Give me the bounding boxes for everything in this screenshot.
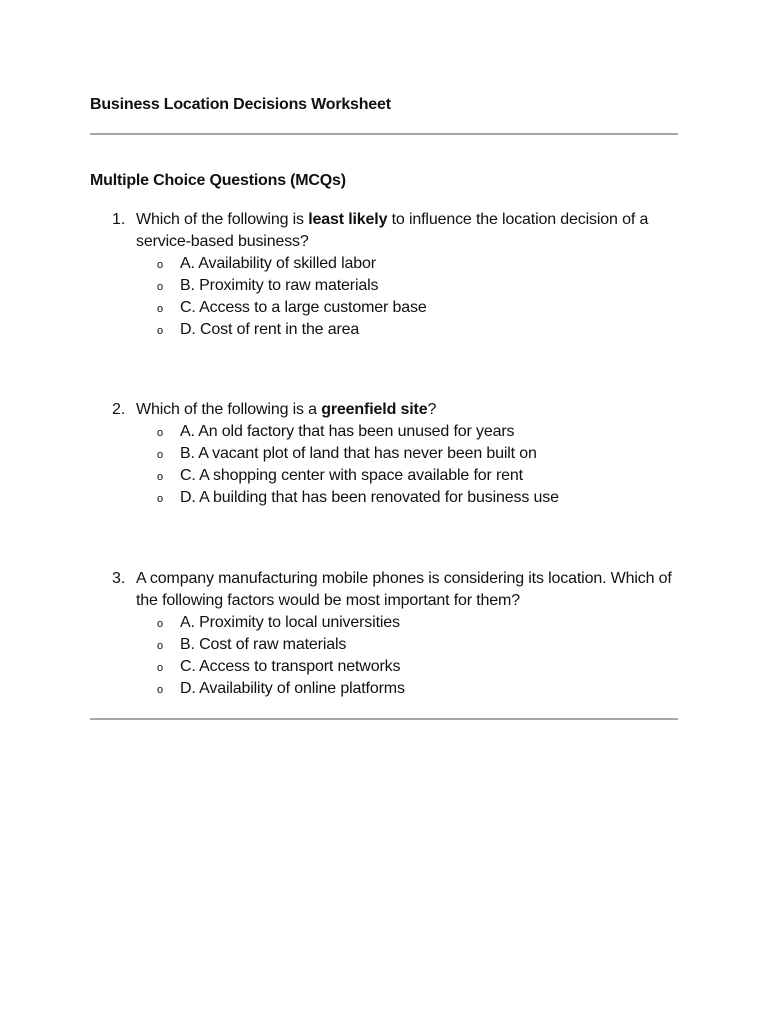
question-stem	[112, 399, 682, 421]
question-text-end: to influence the location decision of a service-based business?	[136, 211, 649, 250]
bullet-icon: o	[157, 303, 164, 315]
question-text	[136, 568, 682, 612]
option-text: D. Cost of rent in the area	[180, 321, 360, 338]
answer-option	[157, 319, 682, 341]
option-text: A. Proximity to local universities	[180, 614, 400, 631]
bullet-icon: o	[157, 684, 164, 696]
answer-options	[157, 253, 682, 341]
bullet-icon: o	[157, 325, 164, 337]
answer-option	[157, 275, 682, 297]
answer-option	[157, 253, 682, 275]
option-text: C. Access to transport networks	[180, 658, 401, 675]
answer-option	[157, 678, 682, 700]
question-text	[136, 399, 682, 421]
question-stem	[112, 568, 682, 612]
answer-option	[157, 443, 682, 465]
bullet-icon: o	[157, 427, 164, 439]
option-text: C. A shopping center with space available for rent	[180, 467, 523, 484]
answer-options	[157, 421, 682, 509]
question-text-start: Which of the following is	[136, 211, 309, 228]
question-text-start: A company manufacturing mobile phones is considering its location. Which of the following factors would be most important for them?	[136, 570, 672, 609]
option-text: D. Availability of online platforms	[180, 680, 405, 697]
answer-option	[157, 487, 682, 509]
answer-option	[157, 297, 682, 319]
option-text: B. Proximity to raw materials	[180, 277, 379, 294]
top-divider	[90, 133, 678, 135]
bullet-icon: o	[157, 493, 164, 505]
question-text	[136, 209, 682, 253]
question-number: 1.	[112, 211, 126, 228]
question-2	[112, 399, 682, 509]
bullet-icon: o	[157, 662, 164, 674]
answer-option	[157, 634, 682, 656]
question-stem	[112, 209, 682, 253]
option-text: A. An old factory that has been unused for years	[180, 423, 515, 440]
answer-option	[157, 612, 682, 634]
question-number: 3.	[112, 570, 126, 587]
answer-option	[157, 465, 682, 487]
question-text-start: Which of the following is a	[136, 401, 322, 418]
answer-option	[157, 656, 682, 678]
answer-options	[157, 612, 682, 700]
bullet-icon: o	[157, 640, 164, 652]
option-text: B. A vacant plot of land that has never been built on	[180, 445, 537, 462]
document-title: Business Location Decisions Worksheet	[90, 96, 391, 113]
bottom-divider	[90, 718, 678, 720]
option-text: A. Availability of skilled labor	[180, 255, 376, 272]
bullet-icon: o	[157, 259, 164, 271]
question-text-end: ?	[427, 401, 437, 418]
question-3	[112, 568, 682, 700]
question-text-emphasis: greenfield site	[321, 401, 428, 418]
option-text: B. Cost of raw materials	[180, 636, 347, 653]
bullet-icon: o	[157, 281, 164, 293]
section-heading: Multiple Choice Questions (MCQs)	[90, 172, 346, 189]
question-1	[112, 209, 682, 341]
option-text: D. A building that has been renovated for business use	[180, 489, 559, 506]
option-text: C. Access to a large customer base	[180, 299, 427, 316]
question-number: 2.	[112, 401, 126, 418]
bullet-icon: o	[157, 449, 164, 461]
bullet-icon: o	[157, 471, 164, 483]
answer-option	[157, 421, 682, 443]
bullet-icon: o	[157, 618, 164, 630]
question-text-emphasis: least likely	[308, 211, 388, 228]
